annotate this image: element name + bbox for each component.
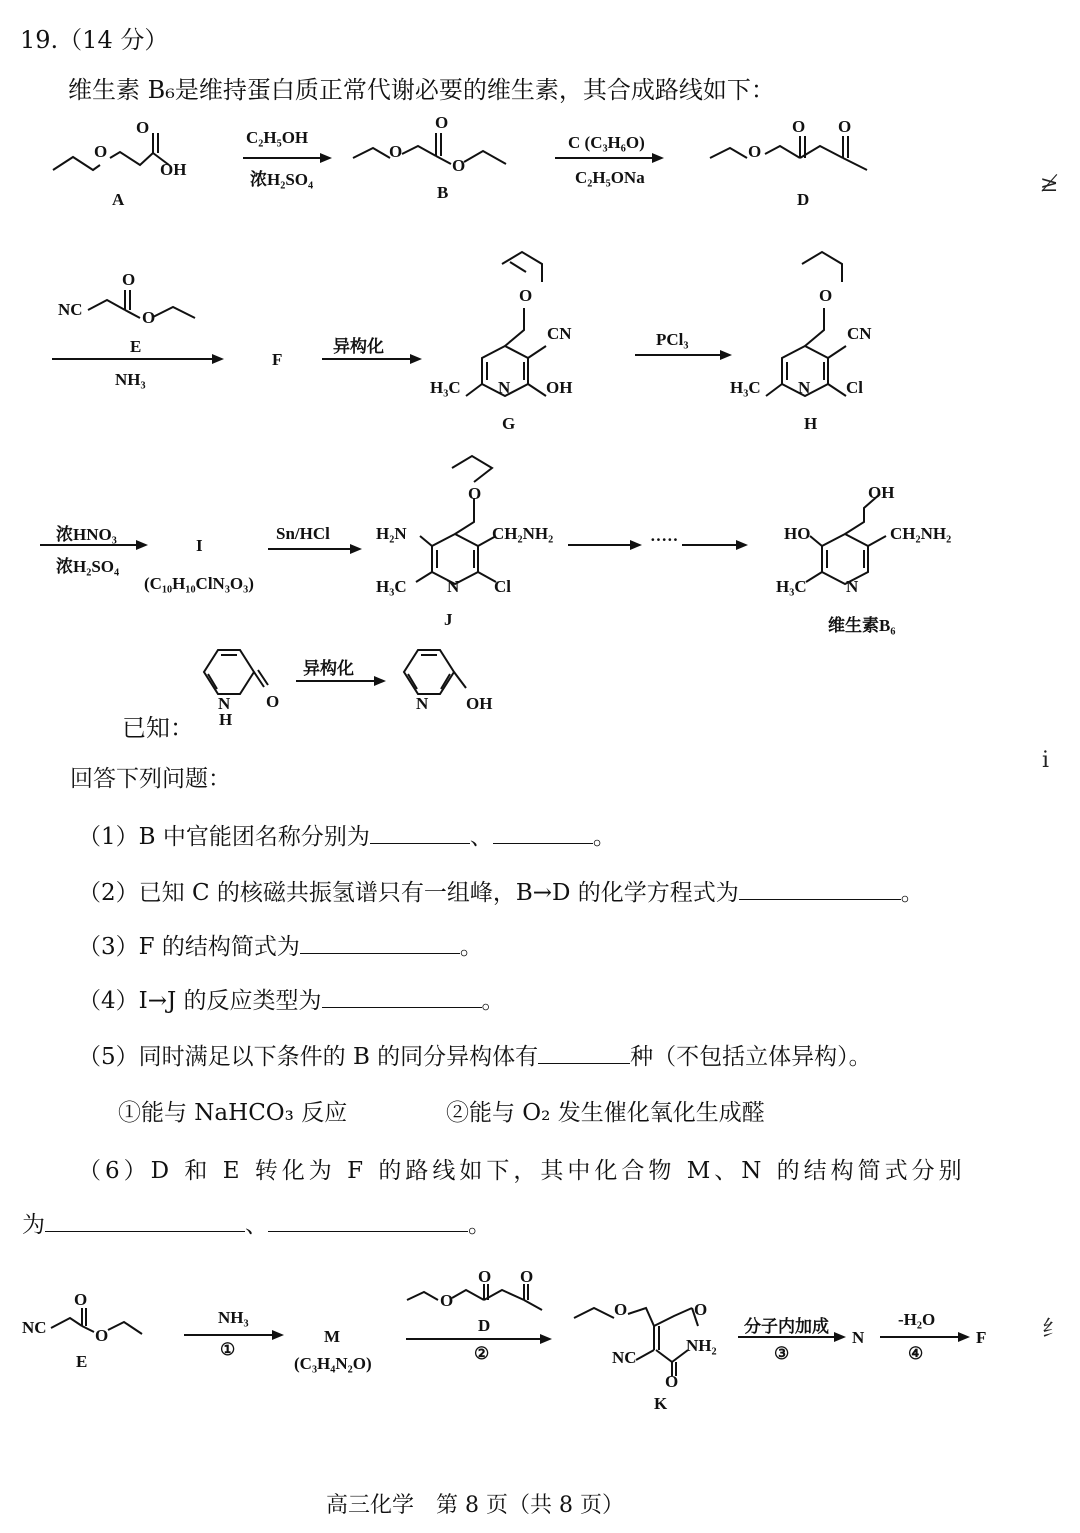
atom-NH2: NH₂ — [686, 1336, 717, 1355]
question-6-line2: 为 、 。 — [22, 1212, 491, 1238]
label-F: F — [976, 1328, 987, 1347]
label-H: H — [804, 414, 818, 433]
answer-blank[interactable] — [300, 933, 460, 954]
atom-O: O — [838, 117, 852, 136]
atom-NC: NC — [612, 1348, 637, 1367]
label-E: E — [76, 1352, 88, 1371]
atom-H3C: H₃C — [376, 577, 407, 596]
formula-M: (C₃H₄N₂O) — [294, 1354, 372, 1373]
label-K: K — [654, 1394, 668, 1413]
atom-O: O — [74, 1290, 88, 1309]
label-A: A — [112, 190, 125, 209]
label-D: D — [478, 1316, 491, 1335]
atom-H: H — [219, 710, 233, 729]
atom-CH2NH2: CH₂NH₂ — [890, 524, 952, 543]
label-I: I — [196, 536, 203, 555]
label-F: F — [272, 350, 283, 369]
atom-O: O — [95, 1326, 109, 1345]
reagent-h2so4: 浓H₂SO₄ — [250, 170, 314, 189]
atom-O: O — [478, 1267, 492, 1286]
atom-OH: OH — [160, 160, 187, 179]
question-2: （2）已知 C 的核磁共振氢谱只有一组峰，B→D 的化学方程式为 。 — [78, 880, 924, 906]
question-3: （3）F 的结构简式为 。 — [78, 934, 483, 960]
atom-CH2NH2: CH₂NH₂ — [492, 524, 554, 543]
atom-H3C: H₃C — [730, 378, 761, 397]
reagent-C: C (C₃H₆O) — [568, 133, 645, 152]
label-N: N — [852, 1328, 865, 1347]
atom-H3C: H₃C — [776, 577, 807, 596]
atom-OH: OH — [868, 483, 895, 502]
answer-blank[interactable] — [45, 1211, 245, 1232]
margin-mark: i — [1042, 748, 1050, 773]
atom-H2N: H₂N — [376, 524, 407, 543]
page-footer: 高三化学 第 8 页（共 8 页） — [326, 1493, 624, 1518]
reagent-ethanol: C₂H₅OH — [246, 128, 309, 147]
atom-Cl: Cl — [846, 378, 863, 397]
reagent-h2so4: 浓H₂SO₄ — [56, 557, 120, 576]
atom-O: O — [468, 484, 482, 503]
atom-O: O — [665, 1372, 679, 1391]
question-number: 19.（14 分） — [20, 26, 169, 54]
atom-O: O — [122, 270, 136, 289]
atom-OH: OH — [466, 694, 493, 713]
label-G: G — [502, 414, 516, 433]
atom-O: O — [435, 113, 449, 132]
label-M: M — [324, 1327, 341, 1346]
atom-O: O — [94, 142, 108, 161]
question-6: （6）D 和 E 转化为 F 的路线如下，其中化合物 M、N 的结构简式分别 — [78, 1158, 966, 1184]
atom-O: O — [136, 118, 150, 137]
step-2: ② — [474, 1344, 490, 1363]
reagent-intramolecular: 分子内加成 — [744, 1317, 829, 1336]
label-E: E — [130, 337, 142, 356]
atom-Cl: Cl — [494, 577, 511, 596]
answer-blank[interactable] — [322, 987, 482, 1008]
reagent-isomerize: 异构化 — [333, 337, 384, 356]
step-1: ① — [220, 1340, 236, 1359]
atom-O: O — [142, 308, 156, 327]
label-D: D — [797, 190, 810, 209]
atom-O: O — [748, 142, 762, 161]
atom-OH: OH — [546, 378, 573, 397]
atom-CN: CN — [547, 324, 572, 343]
reagent-naoet: C₂H₅ONa — [575, 168, 645, 187]
atom-NC: NC — [58, 300, 83, 319]
reagent-sn-hcl: Sn/HCl — [276, 524, 330, 543]
atom-O: O — [520, 1267, 534, 1286]
reagent-hno3: 浓HNO₃ — [56, 525, 117, 544]
atom-O: O — [266, 692, 280, 711]
atom-O: O — [440, 1291, 454, 1310]
intro-text: 维生素 B₆是维持蛋白质正常代谢必要的维生素，其合成路线如下： — [68, 76, 775, 104]
answer-blank[interactable] — [739, 879, 901, 900]
answer-blank[interactable] — [370, 823, 470, 844]
condition-1: ①能与 NaHCO₃ 反应 — [118, 1100, 348, 1126]
question-1: （1）B 中官能团名称分别为 、 。 — [78, 824, 616, 850]
atom-N: N — [447, 577, 460, 596]
atom-O: O — [614, 1300, 628, 1319]
label-vitamin-b6: 维生素B₆ — [828, 616, 896, 635]
reagent-dehydration: -H₂O — [898, 1310, 936, 1329]
step-4: ④ — [908, 1344, 924, 1363]
answer-blank[interactable] — [538, 1043, 630, 1064]
label-J: J — [444, 610, 453, 629]
more-steps: ····· — [650, 530, 679, 549]
atom-O: O — [694, 1300, 708, 1319]
step-3: ③ — [774, 1344, 790, 1363]
atom-N: N — [498, 378, 511, 397]
known-label: 已知： — [122, 714, 194, 742]
atom-N: N — [798, 378, 811, 397]
atom-N: N — [846, 577, 859, 596]
formula-I: (C₁₀H₁₀ClN₃O₃) — [144, 574, 254, 593]
atom-CN: CN — [847, 324, 872, 343]
question-5: （5）同时满足以下条件的 B 的同分异构体有 种（不包括立体异构）。 — [78, 1044, 872, 1070]
answer-prompt: 回答下列问题： — [70, 766, 231, 792]
atom-NC: NC — [22, 1318, 47, 1337]
reagent-nh3: NH₃ — [218, 1308, 249, 1327]
reagent-nh3: NH₃ — [115, 370, 146, 389]
atom-N: N — [218, 694, 231, 713]
atom-O: O — [389, 142, 403, 161]
answer-blank[interactable] — [268, 1211, 468, 1232]
label-B: B — [437, 183, 449, 202]
answer-blank[interactable] — [493, 823, 593, 844]
atom-O: O — [792, 117, 806, 136]
atom-N: N — [416, 694, 429, 713]
question-4: （4）I→J 的反应类型为 。 — [78, 988, 505, 1014]
reagent-isomerize: 异构化 — [303, 659, 354, 678]
reagent-pcl3: PCl₃ — [656, 330, 689, 349]
atom-O: O — [519, 286, 533, 305]
margin-mark: ≱ — [1040, 172, 1059, 197]
margin-mark: 纟 — [1042, 1317, 1065, 1342]
atom-O: O — [819, 286, 833, 305]
condition-2: ②能与 O₂ 发生催化氧化生成醛 — [446, 1100, 765, 1126]
atom-O: O — [452, 156, 466, 175]
atom-HO: HO — [784, 524, 811, 543]
atom-H3C: H₃C — [430, 378, 461, 397]
